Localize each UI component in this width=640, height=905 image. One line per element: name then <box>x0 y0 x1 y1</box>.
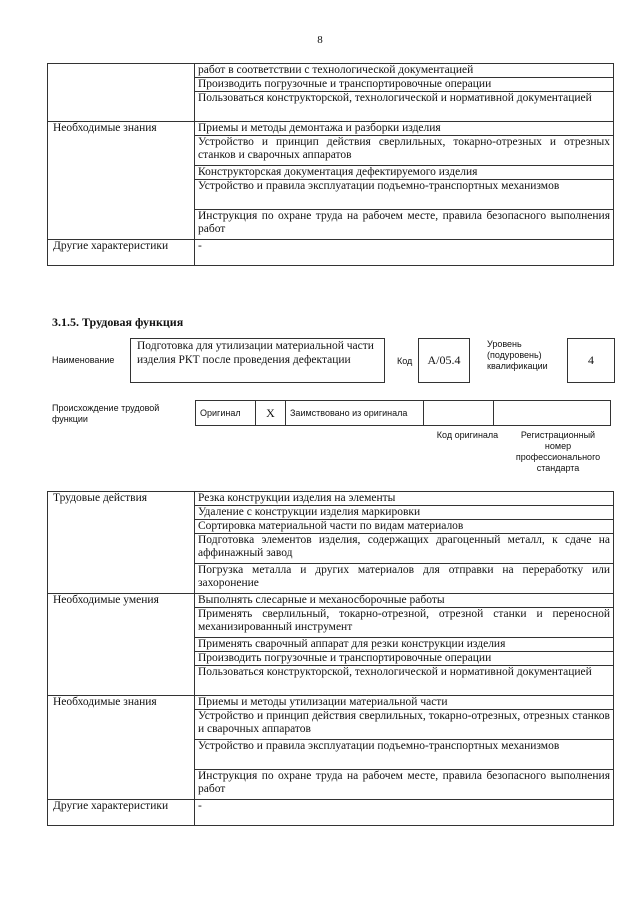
original-cell <box>196 401 256 425</box>
code-value: A/05.4 <box>427 353 461 367</box>
function-name-box <box>130 338 385 383</box>
origin-code-cell <box>424 401 494 425</box>
table1-label-cell <box>48 78 195 92</box>
table2-text-cell: Устройство и принцип действия сверлильных, токарно-отрезных, отрезных станков и сварочных аппаратов <box>195 710 614 740</box>
original-label: Оригинал <box>200 407 241 418</box>
table2-label-cell <box>48 666 195 696</box>
borrowed-label: Заимствовано из оригинала <box>290 407 408 418</box>
table1-label-knowledge: Необходимые знания <box>48 122 195 136</box>
reg-number-caption: Регистрационный номер профессионального стандарта <box>515 430 601 473</box>
borrowed-cell <box>286 401 424 425</box>
table1-label-cell <box>48 166 195 180</box>
table2-text-cell: Производить погрузочные и транспортировочные операции <box>195 652 614 666</box>
table2-text-cell: Пользоваться конструкторской, технологической и нормативной документацией <box>195 666 614 696</box>
table1-text-cell: Производить погрузочные и транспортировочные операции <box>195 78 614 92</box>
table2-text-cell: Подготовка элементов изделия, содержащих драгоценный металл, к сдаче на аффинажный завод <box>195 534 614 564</box>
code-label: Код <box>397 356 413 366</box>
table1-label-cell <box>48 180 195 210</box>
table2-text-cell: Инструкция по охране труда на рабочем месте, правила безопасного выполнения работ <box>195 770 614 800</box>
code-value-box <box>418 338 470 383</box>
table2-label-cell <box>48 608 195 638</box>
section-heading: 3.1.5. Трудовая функция <box>52 315 184 329</box>
table2-label-knowledge: Необходимые знания <box>48 696 195 710</box>
table2-label-cell <box>48 506 195 520</box>
table2-text-cell: Применять сварочный аппарат для резки конструкции изделия <box>195 638 614 652</box>
name-label: Наименование <box>52 355 115 365</box>
table2-label-cell <box>48 740 195 770</box>
table2-label-actions: Трудовые действия <box>48 492 195 506</box>
table2-text-cell: Погрузка металла и других материалов для отправки на переработку или захоронение <box>195 564 614 594</box>
table1-text-cell: Конструкторская документация дефектируемого изделия <box>195 166 614 180</box>
table1-text-cell: Устройство и правила эксплуатации подъемно-транспортных механизмов <box>195 180 614 210</box>
table1-text-cell: Инструкция по охране труда на рабочем месте, правила безопасного выполнения работ <box>195 210 614 240</box>
table2-label-cell <box>48 520 195 534</box>
table1-text-cell: Приемы и методы демонтажа и разборки изделия <box>195 122 614 136</box>
table1-text-cell: Устройство и принцип действия сверлильных, токарно-отрезных и отрезных станков и сварочных аппаратов <box>195 136 614 166</box>
table2-label-cell <box>48 652 195 666</box>
table2-text-cell: Сортировка материальной части по видам материалов <box>195 520 614 534</box>
requirements-table <box>47 491 614 826</box>
original-mark: X <box>266 405 275 420</box>
table2-text-cell: Выполнять слесарные и механосборочные работы <box>195 594 614 608</box>
function-name-value: Подготовка для утилизации материальной части изделия РКТ после проведения дефектации <box>137 340 374 366</box>
table2-label-skills: Необходимые умения <box>48 594 195 608</box>
table2-label-cell <box>48 638 195 652</box>
table2-text-cell: Приемы и методы утилизации материальной части <box>195 696 614 710</box>
table2-text-cell: - <box>195 800 614 826</box>
table2-text-cell: Применять сверлильный, токарно-отрезной, отрезной станки и переносной механизированный инструмент <box>195 608 614 638</box>
table2-label-cell <box>48 710 195 740</box>
table1-text-cell: Пользоваться конструкторской, технологической и нормативной документацией <box>195 92 614 122</box>
table1-label-cell <box>48 136 195 166</box>
table2-text-cell: Резка конструкции изделия на элементы <box>195 492 614 506</box>
original-mark-cell <box>256 401 286 425</box>
level-label: Уровень (подуровень) квалификации <box>487 339 548 371</box>
table2-label-cell <box>48 770 195 800</box>
level-value: 4 <box>588 353 594 367</box>
table2-text-cell: Устройство и правила эксплуатации подъемно-транспортных механизмов <box>195 740 614 770</box>
table1-label-cell <box>48 92 195 122</box>
level-value-box <box>567 338 615 383</box>
table1-label-other: Другие характеристики <box>48 240 195 266</box>
origin-code-caption: Код оригинала <box>436 430 499 440</box>
table2-text-cell: Удаление с конструкции изделия маркировки <box>195 506 614 520</box>
table1-label-cell <box>48 64 195 78</box>
reg-number-cell <box>494 401 610 425</box>
page-number: 8 <box>317 34 323 46</box>
requirements-table-continued <box>47 63 614 266</box>
table2-label-cell <box>48 564 195 594</box>
table2-label-other: Другие характеристики <box>48 800 195 826</box>
origin-row <box>195 400 611 426</box>
table1-text-cell: работ в соответствии с технологической документацией <box>195 64 614 78</box>
table2-label-cell <box>48 534 195 564</box>
table1-text-cell: - <box>195 240 614 266</box>
table1-label-cell <box>48 210 195 240</box>
origin-label: Происхождение трудовой функции <box>52 403 160 424</box>
